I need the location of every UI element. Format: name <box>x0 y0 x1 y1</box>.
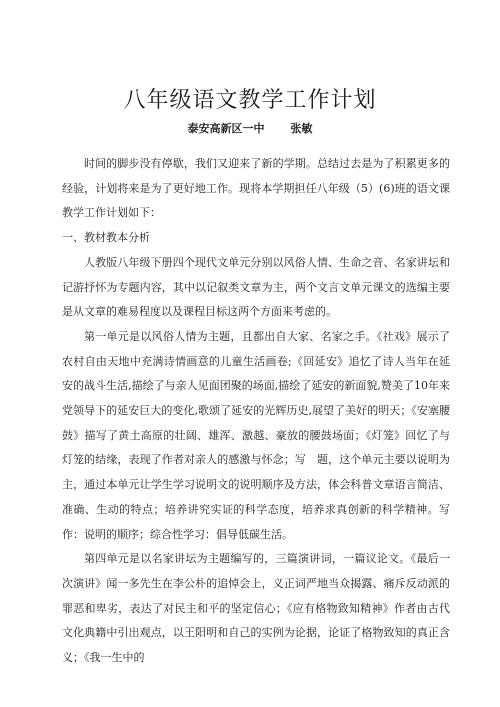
author-line <box>0 121 500 137</box>
document-title: 八年级语文教学工作计划 <box>123 88 377 113</box>
paragraph-unit-one: 第一单元是以风俗人情为主题，且都出自大家、名家之手。《社戏》展示了农村自由天地中充满诗情画意的儿童生活画卷;《回延安》追忆了诗人当年在延安的战斗生活,描绘了与亲人见面团聚的场面,描绘了延安的新面貌,赞美了10年来党领导下的延安巨大的变化,歌颂了延安的光辉历史,展望了美好的明天；《安塞腰鼓》描写了黄土高原的壮阔、雄浑、激越、豪放的腰鼓场面；《灯笼》回忆了与灯笼的结缘，表现了作者对亲人的感激与怀念；写 题，这个单元主要以说明为主，通过本单元让学生学习说明文的说明顺序及方法，体会科普文章语言简洁、准确、生动的特点；培养讲究实证的科学态度，培养求真创新的科学精神。写作：说明的顺序；综合性学习：倡导低碳生活。 <box>62 329 450 541</box>
document-body <box>62 152 450 671</box>
author-school: 泰安高新区一中 <box>187 122 265 135</box>
paragraph-unit-four: 第四单元是以名家讲坛为主题编写的，三篇演讲词，一篇议论文。《最后一次演讲》闻一多先生在李公朴的追悼会上，义正词严地当众揭露、痛斥反动派的罪恶和卑劣，表达了对民主和平的坚定信心；《应有格物致知精神》作者由古代文化典籍中引出观点，以王阳明和自己的实例为论据，论证了格物致知的真正含义；《我一生中的 <box>62 552 450 665</box>
author-name: 张敏 <box>290 122 313 135</box>
paragraph-intro: 时间的脚步没有停歇，我们又迎来了新的学期。总结过去是为了积累更多的经验，计划将来是为了更好地工作。现将本学期担任八年级（5）(6)班的语文课教学工作计划如下： <box>62 157 450 220</box>
section-heading: 一、教材教本分析 <box>62 231 150 245</box>
paragraph-textbook-overview: 人教版八年级下册四个现代文单元分别以风俗人情、生命之音、名家讲坛和记游抒怀为专题内容，其中以记叙类文章为主，两个文言文单元课文的选编主要是从文章的难易程度以及课程目标这两个方面来考虑的。 <box>62 255 450 319</box>
